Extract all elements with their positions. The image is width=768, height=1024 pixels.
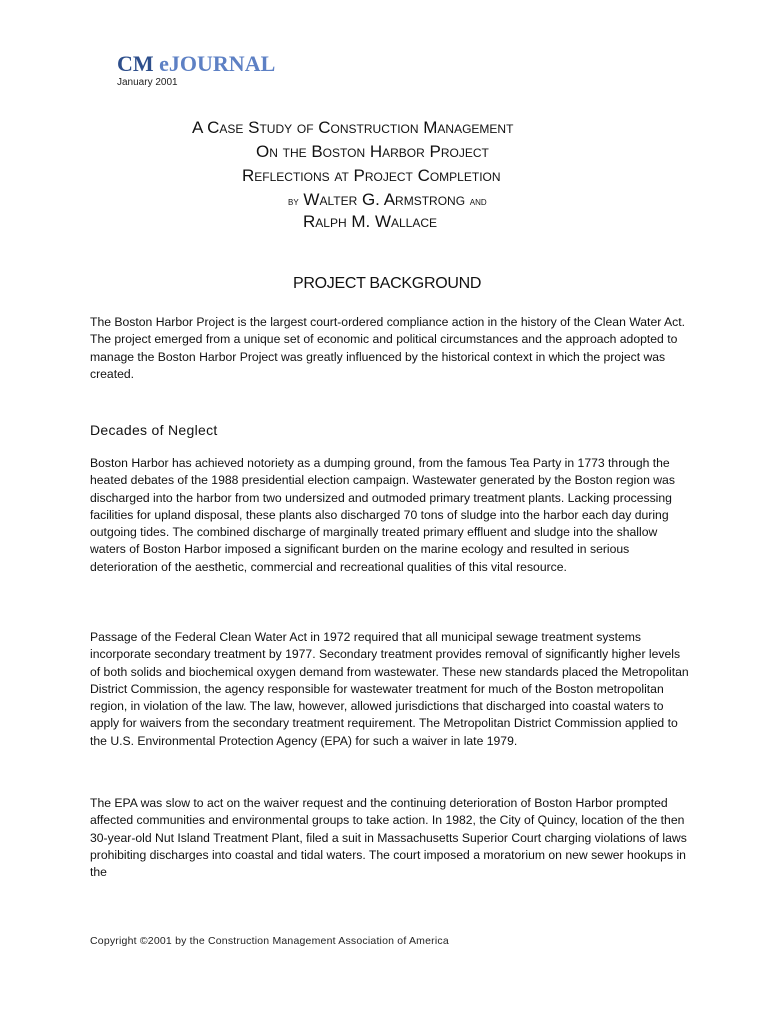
intro-paragraph: The Boston Harbor Project is the largest court-ordered compliance action in the history of the Clean Water Act. The project emerged from a unique set of economic and political circumstances and the approach adopted to manage the Boston Harbor Project was greatly influenced by the historical context in which the project was created. — [90, 315, 685, 381]
logo-cm-text: CM — [117, 51, 154, 76]
copyright-notice: Copyright ©2001 by the Construction Management Association of America — [90, 935, 449, 947]
body-paragraph: Passage of the Federal Clean Water Act in 1972 required that all municipal sewage treatment systems incorporate secondary treatment by 1977. Secondary treatment provides removal of significantly higher levels of both solids and biochemical oxygen demand from wastewater. These new standards placed the Metropolitan District Commission, the agency responsible for wastewater treatment for much of the Boston metropolitan region, in violation of the law. The law, however, allowed jurisdictions that discharged into coastal waters to apply for waivers from the secondary treatment requirement. The Metropolitan District Commission applied to the U.S. Environmental Protection Agency (EPA) for such a waiver in late 1979. — [90, 630, 689, 748]
logo-ejournal-text: eJOURNAL — [153, 51, 276, 76]
journal-logo — [117, 52, 317, 76]
title-line-2: On the Boston Harbor Project — [256, 142, 489, 161]
byline-and: and — [469, 196, 487, 208]
section-heading: PROJECT BACKGROUND — [293, 275, 482, 292]
body-paragraph: The EPA was slow to act on the waiver request and the continuing deterioration of Boston Harbor prompted affected communities and environmental groups to take action. In 1982, the City of Quincy, location of the then 30-year-old Nut Island Treatment Plant, filed a suit in Massachusetts Superior Court charging violations of laws prohibiting discharges into coastal and tidal waters. The court imposed a moratorium on new sewer hookups in the — [90, 796, 687, 880]
issue-date: January 2001 — [117, 77, 178, 88]
subsection-heading: Decades of Neglect — [90, 422, 218, 438]
title-line-3: Reflections at Project Completion — [242, 166, 501, 185]
author-2: Ralph M. Wallace — [303, 212, 438, 231]
journal-masthead — [117, 51, 317, 88]
body-paragraph: Boston Harbor has achieved notoriety as a dumping ground, from the famous Tea Party in 1773 through the heated debates of the 1988 presidential election campaign. Wastewater generated by the Boston region was discharged into the harbor from two undersized and outmoded primary treatment plants. Lacking processing facilities for upland disposal, these plants also discharged 70 tons of sludge into the harbor each day during outgoing tides. The combined discharge of marginally treated primary effluent and sludge into the shallow waters of Boston Harbor imposed a significant burden on the marine ecology and resulted in serious deterioration of the aesthetic, commercial and recreational qualities of this vital resource. — [90, 456, 675, 574]
title-line-1: A Case Study of Construction Management — [192, 118, 514, 137]
author-1: Walter G. Armstrong — [303, 190, 466, 209]
byline-by: by — [288, 196, 299, 208]
